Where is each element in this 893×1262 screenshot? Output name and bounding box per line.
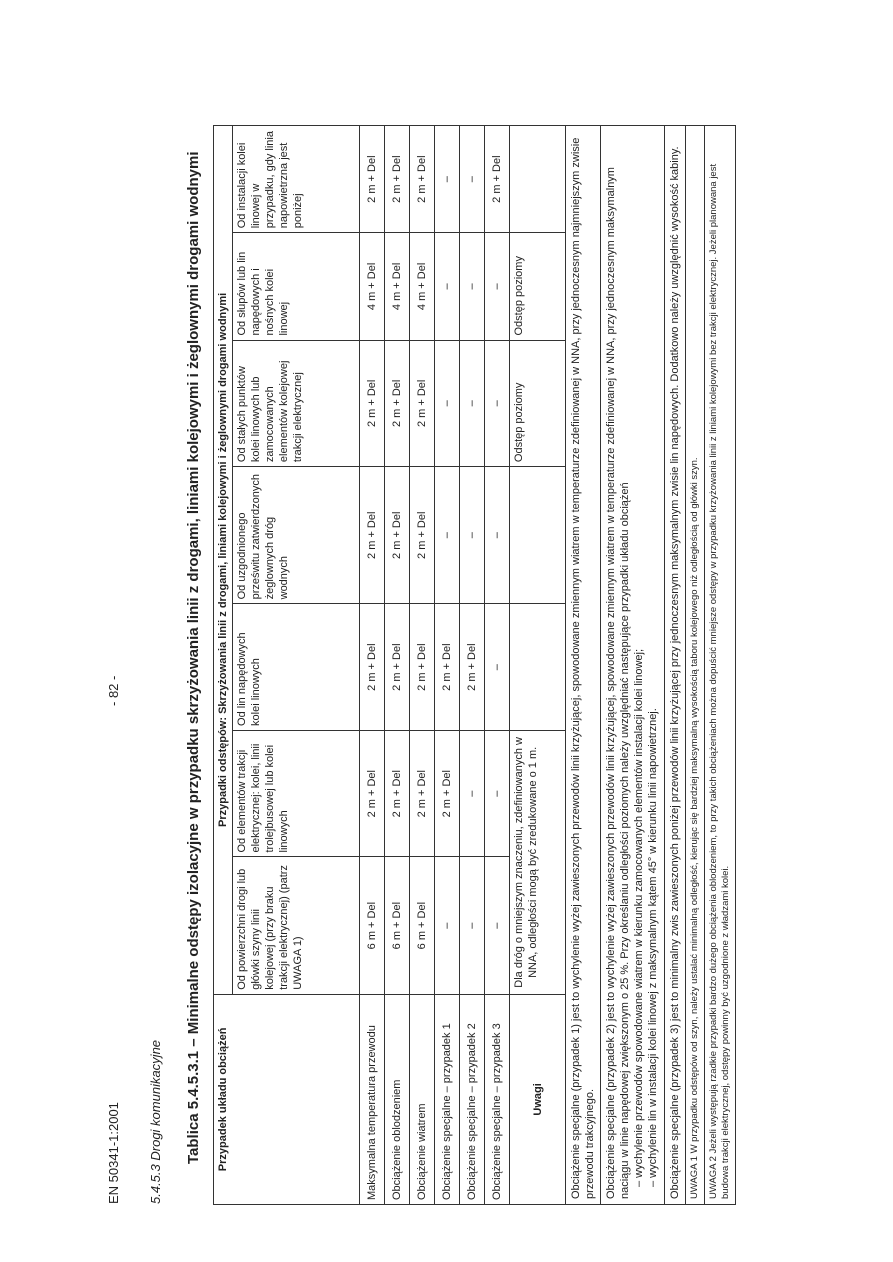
cell: 2 m + Del — [410, 126, 435, 233]
cell: – — [435, 467, 460, 604]
table-row — [485, 126, 510, 1205]
cell: 4 m + Del — [360, 233, 385, 340]
row-label: Obciążenie oblodzeniem — [385, 994, 410, 1204]
subheader: Od uzgodnionego prześwitu zatwierdzonych żeglownych dróg wodnych — [233, 467, 360, 604]
cell: – — [460, 730, 485, 857]
note-case2-b: – wychylenie lin w instalacji kolei linowej z maksymalnym kątem 45° w kierunku linii napowietrznej. — [647, 708, 660, 1187]
cell: 2 m + Del — [435, 604, 460, 731]
note-case1: Obciążenie specjalne (przypadek 1) jest to wychylenie wyżej zawieszonych przewodów linii krzyżującej, spowodowane zmiennym wiatrem w temperaturze zdefiniowanej w NNA, przy jednoczesnym najmniejszym zwisie przewodu trakcyjnego. — [566, 126, 601, 1205]
row-label: Obciążenie wiatrem — [410, 994, 435, 1204]
subheader: Od stałych punktów kolei linowych lub zamocowanych elementów kolejowej trakcji elektrycznej — [233, 340, 360, 467]
cell: 4 m + Del — [385, 233, 410, 340]
cell: 2 m + Del — [385, 467, 410, 604]
subheader: Od słupów lub lin napędowych i nośnych kolei linowej — [233, 233, 360, 340]
cell: – — [435, 340, 460, 467]
row-label: Maksymalna temperatura przewodu — [360, 994, 385, 1204]
cell: 2 m + Del — [485, 126, 510, 233]
cell: 2 m + Del — [360, 604, 385, 731]
cell: – — [435, 126, 460, 233]
cell: 2 m + Del — [460, 604, 485, 731]
cell: – — [460, 467, 485, 604]
table-row — [435, 126, 460, 1205]
cell: 2 m + Del — [385, 604, 410, 731]
cell: – — [485, 233, 510, 340]
row-label: Obciążenie specjalne – przypadek 3 — [485, 994, 510, 1204]
cell: 4 m + Del — [410, 233, 435, 340]
row-label: Obciążenie specjalne – przypadek 1 — [435, 994, 460, 1204]
cell — [510, 604, 566, 731]
cell: 2 m + Del — [385, 126, 410, 233]
table-title: Tablica 5.4.5.3.1 – Minimalne odstępy izolacyjne w przypadku skrzyżowania linii z drogami, liniami kolejowymi i żeglownymi drogami wodnymi — [185, 151, 202, 1164]
subheader: Od elementów trakcji elektrycznej: kolei, linii trolejbusowej lub kolei linowych — [233, 730, 360, 857]
table-row — [460, 126, 485, 1205]
cell: – — [460, 126, 485, 233]
table-row — [385, 126, 410, 1205]
cell: – — [485, 340, 510, 467]
cell: – — [485, 857, 510, 994]
cell: – — [460, 340, 485, 467]
uwagi-label: Uwagi — [510, 994, 566, 1204]
cell: 2 m + Del — [360, 340, 385, 467]
row-label: Obciążenie specjalne – przypadek 2 — [460, 994, 485, 1204]
uwagi-horizontal-2: Odstęp poziomy — [510, 233, 566, 340]
cell: 2 m + Del — [385, 730, 410, 857]
cell: – — [435, 233, 460, 340]
table-row — [410, 126, 435, 1205]
standard-id: EN 50341-1:2001 — [106, 1102, 121, 1204]
uwagi-note-roads: Dla dróg o mniejszym znaczeniu, zdefiniowanych w NNA, odległości mogą być zredukowane o 1 m. — [510, 730, 566, 994]
cell: – — [460, 233, 485, 340]
table-row — [360, 126, 385, 1205]
subheader: Od instalacji kolei linowej w przypadku, gdy linia napowietrzna jest poniżej — [233, 126, 360, 233]
cell — [510, 467, 566, 604]
cell: 2 m + Del — [435, 730, 460, 857]
cell: – — [485, 604, 510, 731]
cell: 2 m + Del — [410, 340, 435, 467]
note-uwaga2: UWAGA 2 Jeżeli występują rzadkie przypadki bardzo dużego obciążenia oblodzeniem, to przy takich obciążeniach można dopuścić mniejsze odstępy w przypadku krzyżowania linii z liniami kolejowymi bez trakcji elektrycznej. Jeżeli planowana jest budowa trakcji elektrycznej, odstępy powinny być uzgodnione z władzami kolei. — [704, 126, 735, 1205]
cell: 2 m + Del — [410, 730, 435, 857]
uwagi-horizontal-1: Odstęp poziomy — [510, 340, 566, 467]
page-number: - 82 - — [106, 675, 121, 706]
cell: – — [435, 857, 460, 994]
cell — [510, 126, 566, 233]
cell: – — [485, 730, 510, 857]
cell: – — [460, 857, 485, 994]
group-header: Przypadki odstępów: Skrzyżowania linii z drogami, liniami kolejowymi i żeglownymi drogami wodnymi — [214, 126, 233, 995]
subheader: Od lin napędowych kolei linowych — [233, 604, 360, 731]
cell: 2 m + Del — [385, 340, 410, 467]
note-case3: Obciążenie specjalne (przypadek 3) jest to minimalny zwis zawieszonych poniżej przewodów linii krzyżującej przy jednoczesnym maksymalnym zwisie lin napędowych. Dodatkowo należy uwzględnić wysokość kabiny. — [664, 126, 685, 1205]
cell: 2 m + Del — [360, 126, 385, 233]
note-case2: Obciążenie specjalne (przypadek 2) jest to wychylenie wyżej zawieszonych przewodów linii krzyżującej, spowodowane zmiennym wiatrem w temperaturze zdefiniowanej w NNA, przy jednoczesnym maksymalnym naciągu w linie napędowej zwiększonym o 25 %. Przy określaniu odległości poziomych należy uwzględniać następujące przypadki układu obciążeń — [605, 167, 632, 1199]
subheader: Od powierzchni drogi lub główki szyny linii kolejowej (przy braku trakcji elektrycznej) (patrz UWAGA 1) — [233, 857, 360, 994]
note-uwaga1: UWAGA 1 W przypadku odstępów od szyn, należy ustalać minimalną odległość, kierując się bardziej maksymalną wysokością taboru kolejowego niż odległością od główki szyn. — [685, 126, 704, 1205]
cell: 2 m + Del — [410, 604, 435, 731]
cell: 6 m + Del — [410, 857, 435, 994]
cell: – — [485, 467, 510, 604]
cell: 6 m + Del — [360, 857, 385, 994]
col-header-load-case: Przypadek układu obciążeń — [214, 994, 360, 1204]
cell: 2 m + Del — [410, 467, 435, 604]
uwagi-row — [510, 126, 566, 1205]
cell: 2 m + Del — [360, 730, 385, 857]
note-case2-block — [601, 126, 664, 1205]
cell: 2 m + Del — [360, 467, 385, 604]
note-case2-a: – wychylenie przewodów spowodowane wiatrem w kierunku zamocowanych elementów instalacji kolei linowej; — [633, 648, 646, 1187]
cell: 6 m + Del — [385, 857, 410, 994]
clearance-table — [213, 125, 731, 1205]
section-heading: 5.4.5.3 Drogi komunikacyjne — [148, 1039, 163, 1204]
